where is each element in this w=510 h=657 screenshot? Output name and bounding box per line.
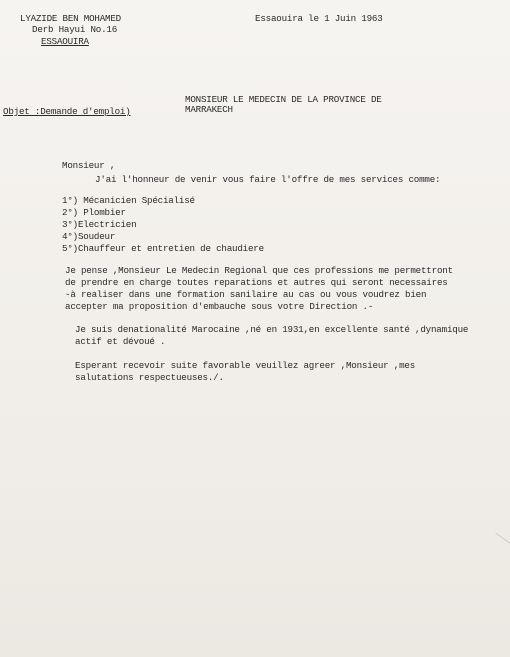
service-item: 4°)Soudeur xyxy=(62,231,116,242)
sender-name: LYAZIDE BEN MOHAMED xyxy=(20,13,121,24)
service-item: 5°)Chauffeur et entretien de chaudiere xyxy=(62,243,264,254)
paragraph-1-line: -à realiser dans une formation sanilaire au cas ou vous voudrez bien xyxy=(65,289,427,300)
salutation: Monsieur , xyxy=(62,160,116,171)
service-item: 1°) Mécanicien Spécialisé xyxy=(62,195,195,206)
paragraph-2-line: Je suis denationalité Marocaine ,né en 1931,en excellente santé ,dynamique xyxy=(75,324,469,335)
sender-city: ESSAOUIRA xyxy=(41,36,89,47)
service-item: 2°) Plombier xyxy=(62,207,126,218)
closing-line: salutations respectueuses./. xyxy=(75,372,224,383)
paragraph-1-line: de prendre en charge toutes reparations et autres qui seront necessaires xyxy=(65,277,448,288)
paragraph-1-line: Je pense ,Monsieur Le Medecin Regional que ces professions me permettront xyxy=(65,265,453,276)
intro-line: J'ai l'honneur de venir vous faire l'offre de mes services comme: xyxy=(95,174,441,185)
letter-date: Essaouira le 1 Juin 1963 xyxy=(255,13,383,24)
paragraph-1-line: accepter ma proposition d'embauche sous votre Direction .- xyxy=(65,301,374,312)
paragraph-2-line: actif et dévoué . xyxy=(75,336,166,347)
service-item: 3°)Electricien xyxy=(62,219,137,230)
closing-line: Esperant recevoir suite favorable veuillez agreer ,Monsieur ,mes xyxy=(75,360,416,371)
recipient-line-2: MARRAKECH xyxy=(185,104,233,115)
recipient-line-1: MONSIEUR LE MEDECIN DE LA PROVINCE DE xyxy=(185,94,382,105)
paper-fold-mark xyxy=(461,533,510,617)
letter-object: Objet :Demande d'emploi) xyxy=(3,106,131,117)
sender-address: Derb Hayui No.16 xyxy=(32,24,118,35)
